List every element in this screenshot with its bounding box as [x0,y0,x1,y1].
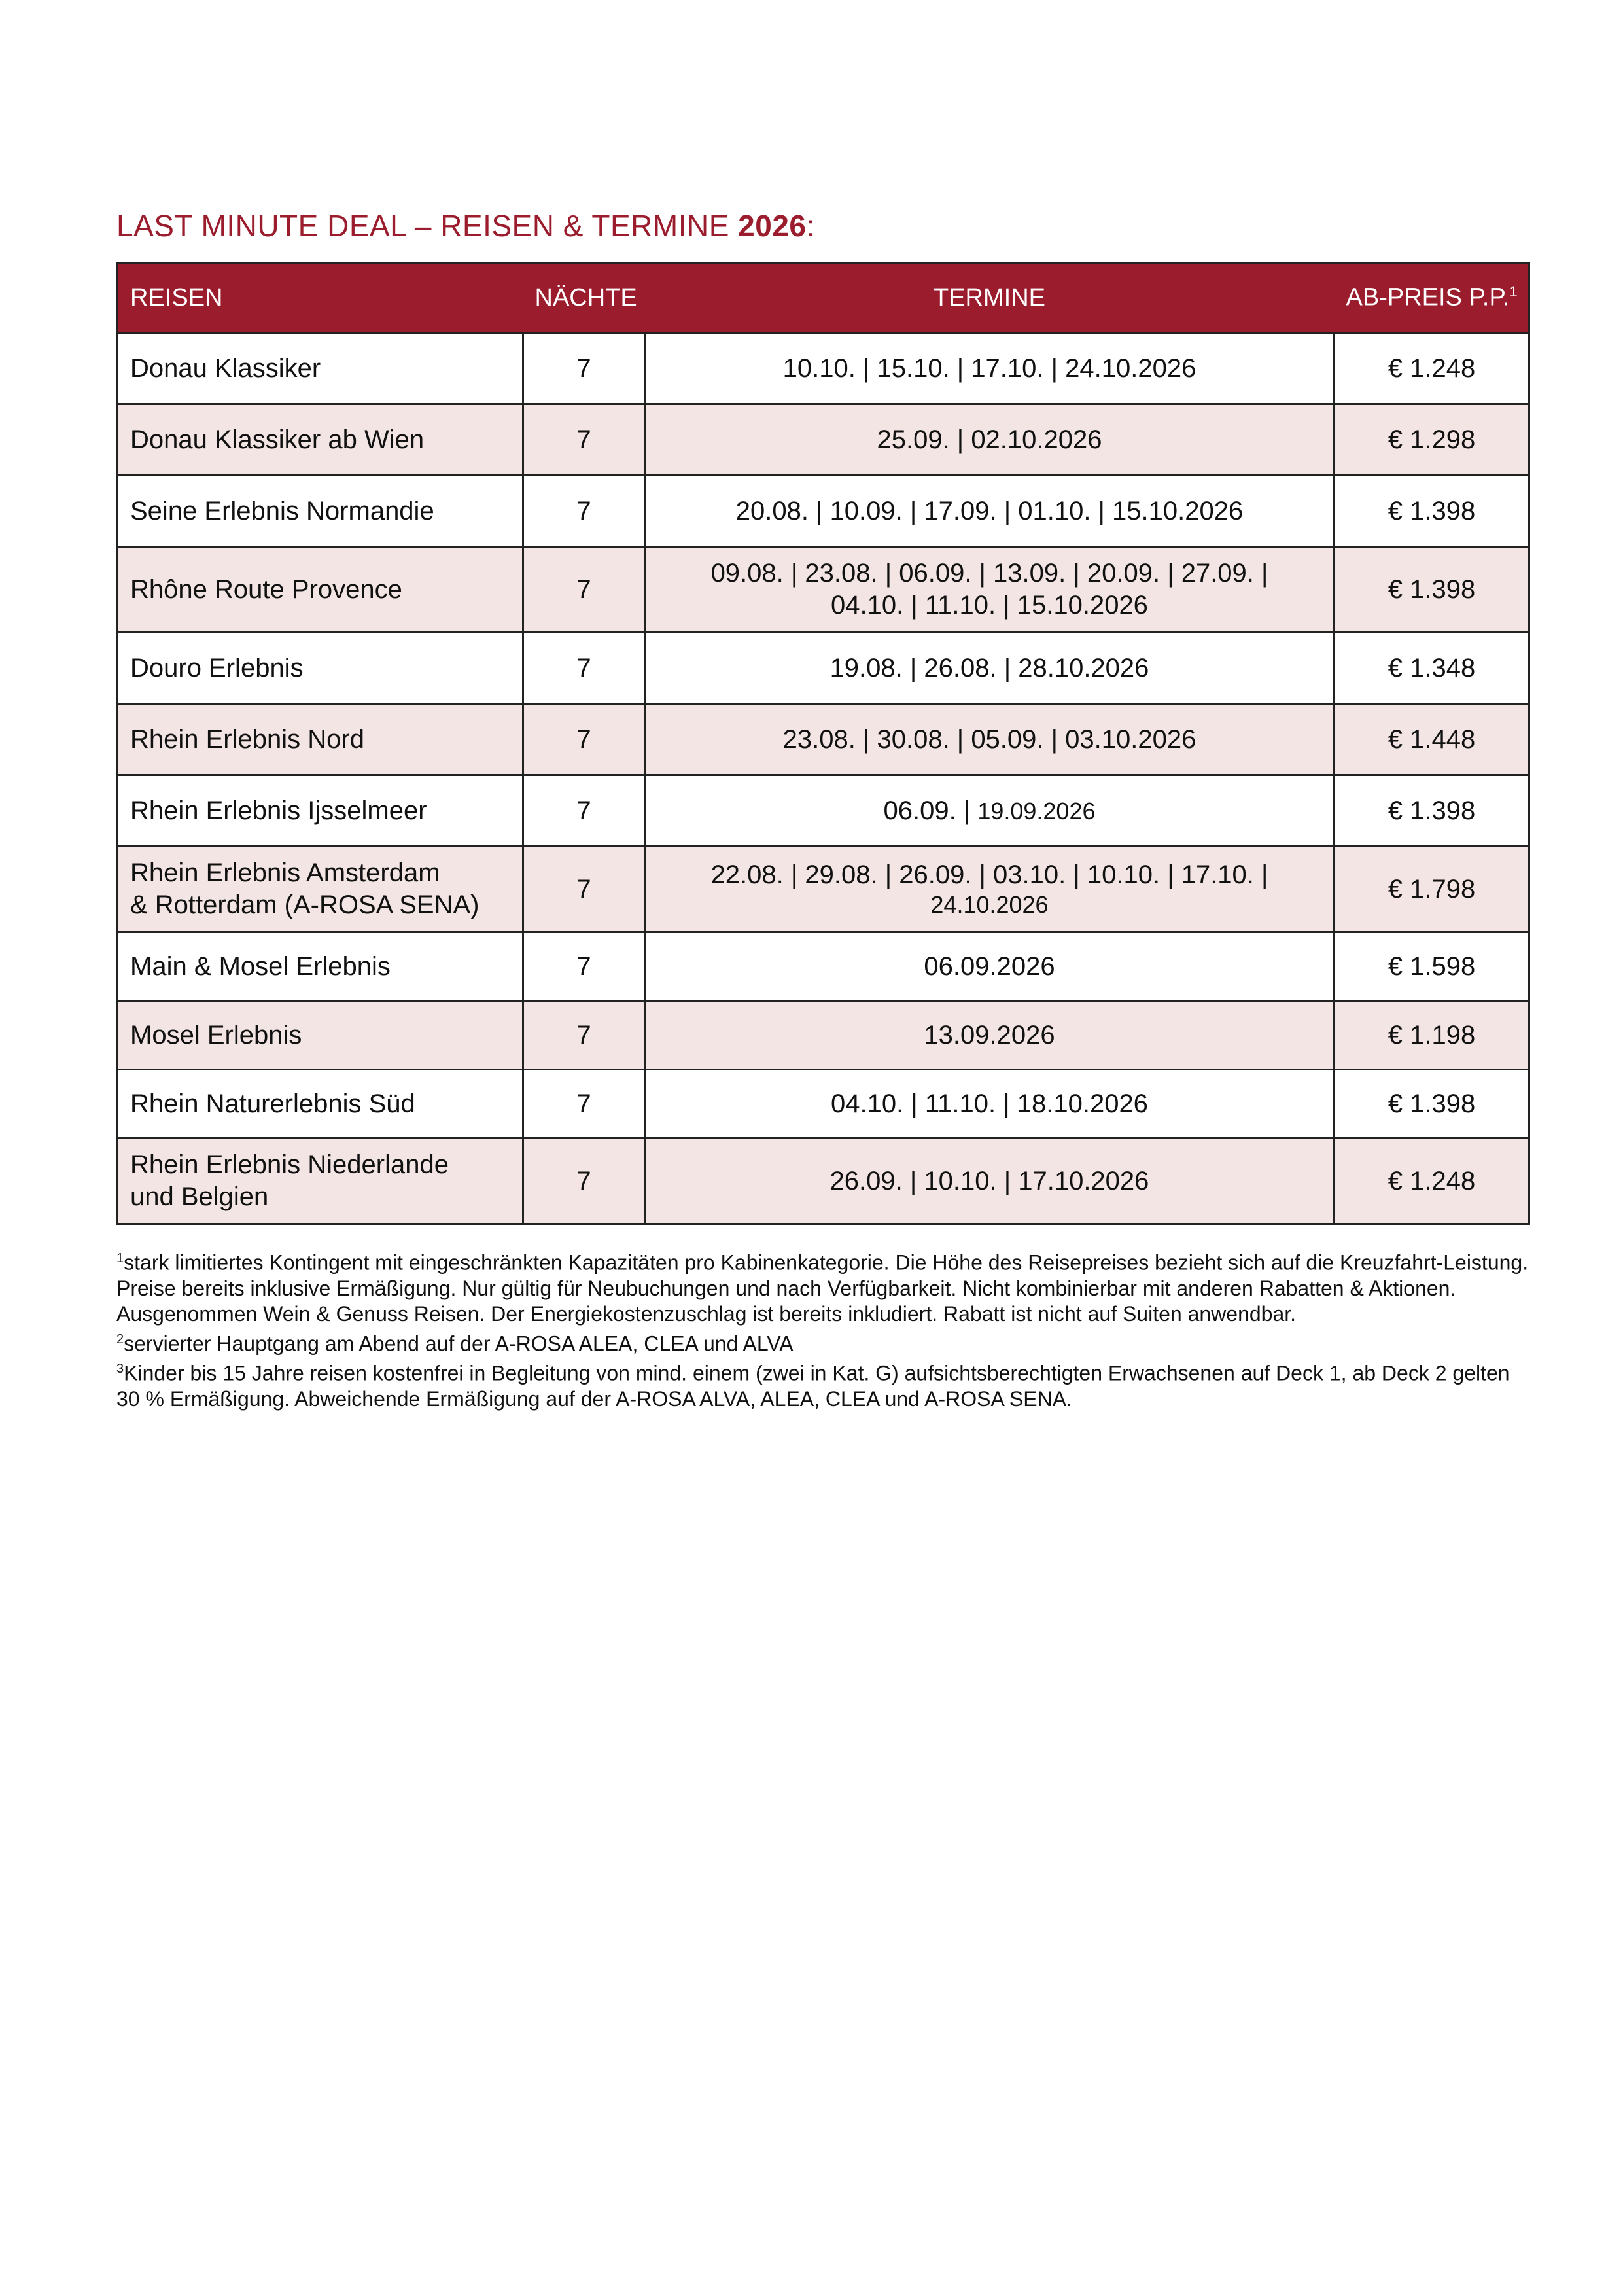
table-row [118,404,1529,476]
cell-termine [645,847,1335,932]
table-row [118,1001,1529,1070]
cell-reise: Seine Erlebnis Normandie [118,476,523,547]
cell-naechte: 7 [523,775,645,847]
cell-preis: € 1.248 [1335,1139,1529,1224]
table-row [118,1139,1529,1224]
cell-reise: Rhône Route Provence [118,547,523,633]
cell-termine: 19.08. | 26.08. | 28.10.2026 [645,633,1335,704]
table-row [118,932,1529,1001]
cell-naechte: 7 [523,1070,645,1139]
footnote-mark: 1 [116,1251,124,1265]
table-row [118,476,1529,547]
cell-termine: 25.09. | 02.10.2026 [645,404,1335,476]
termine-line: 09.08. | 23.08. | 06.09. | 13.09. | 20.09. | 27.09. | [710,559,1268,588]
cell-naechte: 7 [523,1001,645,1070]
termine-line: 22.08. | 29.08. | 26.09. | 03.10. | 10.10. | 17.10. | [710,860,1268,889]
table-header-row [118,263,1529,333]
termine-part-small: 19.09.2026 [977,797,1096,824]
header-preis-footnote-mark: 1 [1509,283,1518,300]
header-preis [1335,263,1529,333]
cell-reise: Rhein Naturerlebnis Süd [118,1070,523,1139]
cell-reise: Main & Mosel Erlebnis [118,932,523,1001]
cell-preis: € 1.398 [1335,775,1529,847]
cell-termine [645,547,1335,633]
cell-termine: 13.09.2026 [645,1001,1335,1070]
cell-preis: € 1.348 [1335,633,1529,704]
footnote-text: servierter Hauptgang am Abend auf der A-ROSA ALEA, CLEA und ALVA [124,1332,794,1356]
cell-naechte: 7 [523,333,645,404]
cell-termine: 23.08. | 30.08. | 05.09. | 03.10.2026 [645,704,1335,775]
header-termine: TERMINE [645,263,1335,333]
header-preis-label: AB-PREIS P.P. [1346,283,1510,311]
reise-line: und Belgien [130,1182,269,1211]
termine-part: 06.09. | [883,796,978,825]
cell-naechte: 7 [523,547,645,633]
cell-preis: € 1.398 [1335,547,1529,633]
reise-line: & Rotterdam (A-ROSA SENA) [130,891,480,919]
cell-preis: € 1.798 [1335,847,1529,932]
cell-reise: Rhein Erlebnis Nord [118,704,523,775]
termine-line: 24.10.2026 [930,891,1049,919]
cell-preis: € 1.598 [1335,932,1529,1001]
cell-naechte: 7 [523,1139,645,1224]
header-naechte: NÄCHTE [523,263,645,333]
cell-termine [645,775,1335,847]
reise-line: Rhein Erlebnis Niederlande [130,1150,449,1180]
termine-line: 04.10. | 11.10. | 15.10.2026 [831,591,1148,620]
cell-reise: Donau Klassiker [118,333,523,404]
cell-naechte: 7 [523,847,645,932]
deals-table [116,262,1530,1225]
cell-termine: 26.09. | 10.10. | 17.10.2026 [645,1139,1335,1224]
cell-preis: € 1.198 [1335,1001,1529,1070]
cell-reise [118,1139,523,1224]
cell-preis: € 1.398 [1335,476,1529,547]
cell-reise: Donau Klassiker ab Wien [118,404,523,476]
title-prefix: LAST MINUTE DEAL – REISEN & TERMINE [116,209,739,243]
cell-naechte: 7 [523,633,645,704]
cell-naechte: 7 [523,404,645,476]
title-suffix: : [806,209,815,243]
cell-naechte: 7 [523,476,645,547]
table-row [118,333,1529,404]
table-row [118,1070,1529,1139]
page-title [116,208,815,243]
table-row [118,633,1529,704]
cell-termine: 20.08. | 10.09. | 17.09. | 01.10. | 15.10.2026 [645,476,1335,547]
cell-preis: € 1.398 [1335,1070,1529,1139]
cell-reise: Rhein Erlebnis Ijsselmeer [118,775,523,847]
header-reisen: REISEN [118,263,523,333]
footnote-mark: 2 [116,1332,124,1347]
table-row [118,775,1529,847]
cell-reise [118,847,523,932]
table-row [118,547,1529,633]
cell-naechte: 7 [523,932,645,1001]
cell-termine: 06.09.2026 [645,932,1335,1001]
cell-reise: Douro Erlebnis [118,633,523,704]
cell-preis: € 1.448 [1335,704,1529,775]
footnote-1 [116,1246,1529,1327]
title-year: 2026 [738,209,807,243]
footnote-2 [116,1327,1529,1357]
cell-termine: 04.10. | 11.10. | 18.10.2026 [645,1070,1335,1139]
reise-line: Rhein Erlebnis Amsterdam [130,858,440,888]
cell-preis: € 1.248 [1335,333,1529,404]
footnote-text: stark limitiertes Kontingent mit eingeschränkten Kapazitäten pro Kabinenkategorie. Die Höhe des Reisepreises bezieht sich auf die Kreuzfahrt-Leistung. Preise bereits inklusive Ermäßigung. Nur gültig für Neubuchungen und nach Verfügbarkeit. Nicht kombinierbar mit anderen Rabatten & Aktionen. Ausgenommen Wein & Genuss Reisen. Der Energiekostenzuschlag ist bereits inkludiert. Rabatt ist nicht auf Suiten anwendbar. [116,1250,1529,1326]
footnotes [116,1246,1529,1412]
footnote-text: Kinder bis 15 Jahre reisen kostenfrei in Begleitung von mind. einem (zwei in Kat. G) aufsichtsberechtigten Erwachsenen auf Deck 1, ab Deck 2 gelten 30 % Ermäßigung. Abweichende Ermäßigung auf der A-ROSA ALVA, ALEA, CLEA und A-ROSA SENA. [116,1361,1510,1411]
table-row [118,847,1529,932]
table-row [118,704,1529,775]
footnote-mark: 3 [116,1362,124,1377]
cell-naechte: 7 [523,704,645,775]
footnote-3 [116,1356,1529,1412]
cell-reise: Mosel Erlebnis [118,1001,523,1070]
cell-termine: 10.10. | 15.10. | 17.10. | 24.10.2026 [645,333,1335,404]
cell-preis: € 1.298 [1335,404,1529,476]
